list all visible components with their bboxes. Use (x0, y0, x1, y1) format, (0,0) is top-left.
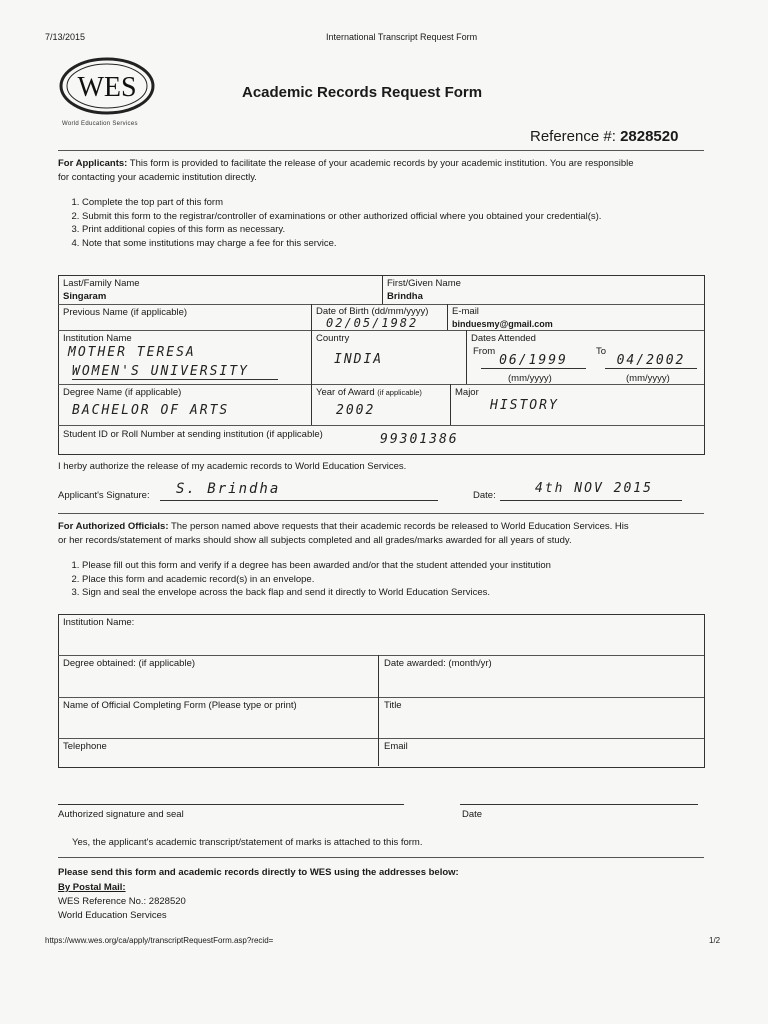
applicants-text2: for contacting your academic institution directly. (58, 172, 257, 183)
applicant-steps (64, 196, 704, 250)
authorize-text: I herby authorize the release of my academic records to World Education Services. (58, 461, 407, 472)
auth-signature-line (58, 804, 404, 805)
grid-line (466, 330, 467, 384)
year-award-note: (if applicable) (377, 388, 422, 397)
year-award-value: 2002 (336, 403, 376, 418)
grid-line (447, 304, 448, 330)
from-value: 06/1999 (481, 353, 586, 369)
grid-line (378, 655, 379, 766)
country-value: INDIA (334, 352, 384, 367)
applicants-text1: This form is provided to facilitate the release of your academic records by your academic institution. You are responsible (129, 158, 634, 169)
student-id-label: Student ID or Roll Number at sending institution (if applicable) (63, 429, 323, 440)
divider (58, 150, 704, 151)
to-label: To (596, 346, 607, 357)
official-name-label: Name of Official Completing Form (Please type or print) (63, 700, 297, 711)
divider (58, 513, 704, 514)
grid-line (58, 425, 704, 426)
from-format: (mm/yyyy) (508, 373, 552, 384)
page-number: 1/2 (709, 936, 721, 945)
date-line (500, 500, 682, 501)
degree-label: Degree Name (if applicable) (63, 387, 182, 398)
grid-line (58, 384, 704, 385)
date-awarded-label: Date awarded: (month/yr) (384, 658, 492, 669)
list-item: 1. Complete the top part of this form (82, 196, 704, 210)
reference-label: Reference #: (530, 128, 616, 145)
institution-line1: MOTHER TERESA (68, 345, 196, 360)
institution-label: Institution Name (63, 333, 132, 344)
institution-line2: WOMEN'S UNIVERSITY (72, 364, 278, 380)
email-label: E-mail (452, 306, 479, 317)
dob-value: 02/05/1982 (326, 316, 419, 330)
page-header-title: International Transcript Request Form (326, 32, 478, 42)
year-award-text: Year of Award (316, 387, 375, 398)
applicant-signature: S. Brindha (176, 481, 281, 497)
grid-line (58, 304, 704, 305)
officials-intro (58, 520, 708, 548)
grid-line (58, 655, 704, 656)
signature-date: 4th NOV 2015 (535, 481, 653, 496)
print-date: 7/13/2015 (45, 32, 86, 42)
wes-org-name: World Education Services (58, 910, 167, 921)
major-value: HISTORY (490, 398, 559, 413)
dob-label: Date of Birth (dd/mm/yyyy) (316, 306, 429, 317)
date-label: Date: (473, 490, 496, 501)
auth-date-label: Date (462, 809, 483, 820)
send-heading: Please send this form and academic records directly to WES using the addresses below: (58, 867, 459, 878)
wes-logo-text: WES (77, 72, 137, 103)
to-format: (mm/yyyy) (626, 373, 670, 384)
auth-signature-label: Authorized signature and seal (58, 809, 184, 820)
previous-name-label: Previous Name (if applicable) (63, 307, 188, 318)
last-name-label: Last/Family Name (63, 278, 140, 289)
email-value: binduesmy@gmail.com (452, 319, 553, 329)
list-item: 3. Print additional copies of this form as necessary. (82, 223, 704, 237)
wes-reference-line: WES Reference No.: 2828520 (58, 896, 186, 907)
grid-line (450, 384, 451, 425)
logo-subtitle: World Education Services (62, 121, 138, 127)
reference-number (530, 128, 678, 145)
official-info-grid (58, 614, 705, 768)
list-item: 1. Please fill out this form and verify if a degree has been awarded and/or that the student attended your institution (82, 559, 704, 573)
attached-confirmation: Yes, the applicant's academic transcript/statement of marks is attached to this form. (72, 837, 423, 848)
first-name-value: Brindha (387, 291, 423, 302)
officials-lead: For Authorized Officials: (58, 521, 169, 532)
postal-mail-heading: By Postal Mail: (58, 882, 126, 893)
student-id-value: 99301386 (380, 432, 459, 447)
dates-attended-label: Dates Attended (471, 333, 536, 344)
applicants-intro (58, 157, 708, 185)
last-name-value: Singaram (63, 291, 107, 302)
major-label: Major (455, 387, 479, 398)
official-steps (64, 559, 704, 600)
wes-logo (58, 56, 156, 116)
grid-line (58, 697, 704, 698)
official-institution-label: Institution Name: (63, 617, 135, 628)
list-item: 3. Sign and seal the envelope across the back flap and send it directly to World Education Services. (82, 586, 704, 600)
reference-value: 2828520 (620, 128, 679, 145)
telephone-label: Telephone (63, 741, 107, 752)
list-item: 2. Submit this form to the registrar/controller of examinations or other authorized official where you obtained your credential(s). (82, 210, 704, 224)
year-award-label (316, 387, 422, 398)
degree-obtained-label: Degree obtained: (if applicable) (63, 658, 196, 669)
first-name-label: First/Given Name (387, 278, 461, 289)
signature-line (160, 500, 438, 501)
to-value: 04/2002 (605, 353, 697, 369)
grid-line (58, 330, 704, 331)
country-label: Country (316, 333, 350, 344)
form-title: Academic Records Request Form (242, 84, 483, 101)
list-item: 4. Note that some institutions may charge a fee for this service. (82, 237, 704, 251)
applicants-lead: For Applicants: (58, 158, 128, 169)
officials-text2: or her records/statement of marks should show all subjects completed and all grades/marks awarded for all years of study. (58, 535, 572, 546)
divider (58, 857, 704, 858)
signature-label: Applicant's Signature: (58, 490, 150, 501)
official-email-label: Email (384, 741, 408, 752)
degree-value: BACHELOR OF ARTS (72, 403, 230, 418)
official-title-label: Title (384, 700, 402, 711)
auth-date-line (460, 804, 698, 805)
grid-line (311, 304, 312, 425)
officials-text1: The person named above requests that their academic records be released to World Education Services. His (170, 521, 629, 532)
footer-url: https://www.wes.org/ca/apply/transcriptRequestForm.asp?recid= (45, 936, 274, 945)
from-label: From (473, 346, 496, 357)
grid-line (382, 275, 383, 304)
list-item: 2. Place this form and academic record(s) in an envelope. (82, 573, 704, 587)
grid-line (58, 738, 704, 739)
